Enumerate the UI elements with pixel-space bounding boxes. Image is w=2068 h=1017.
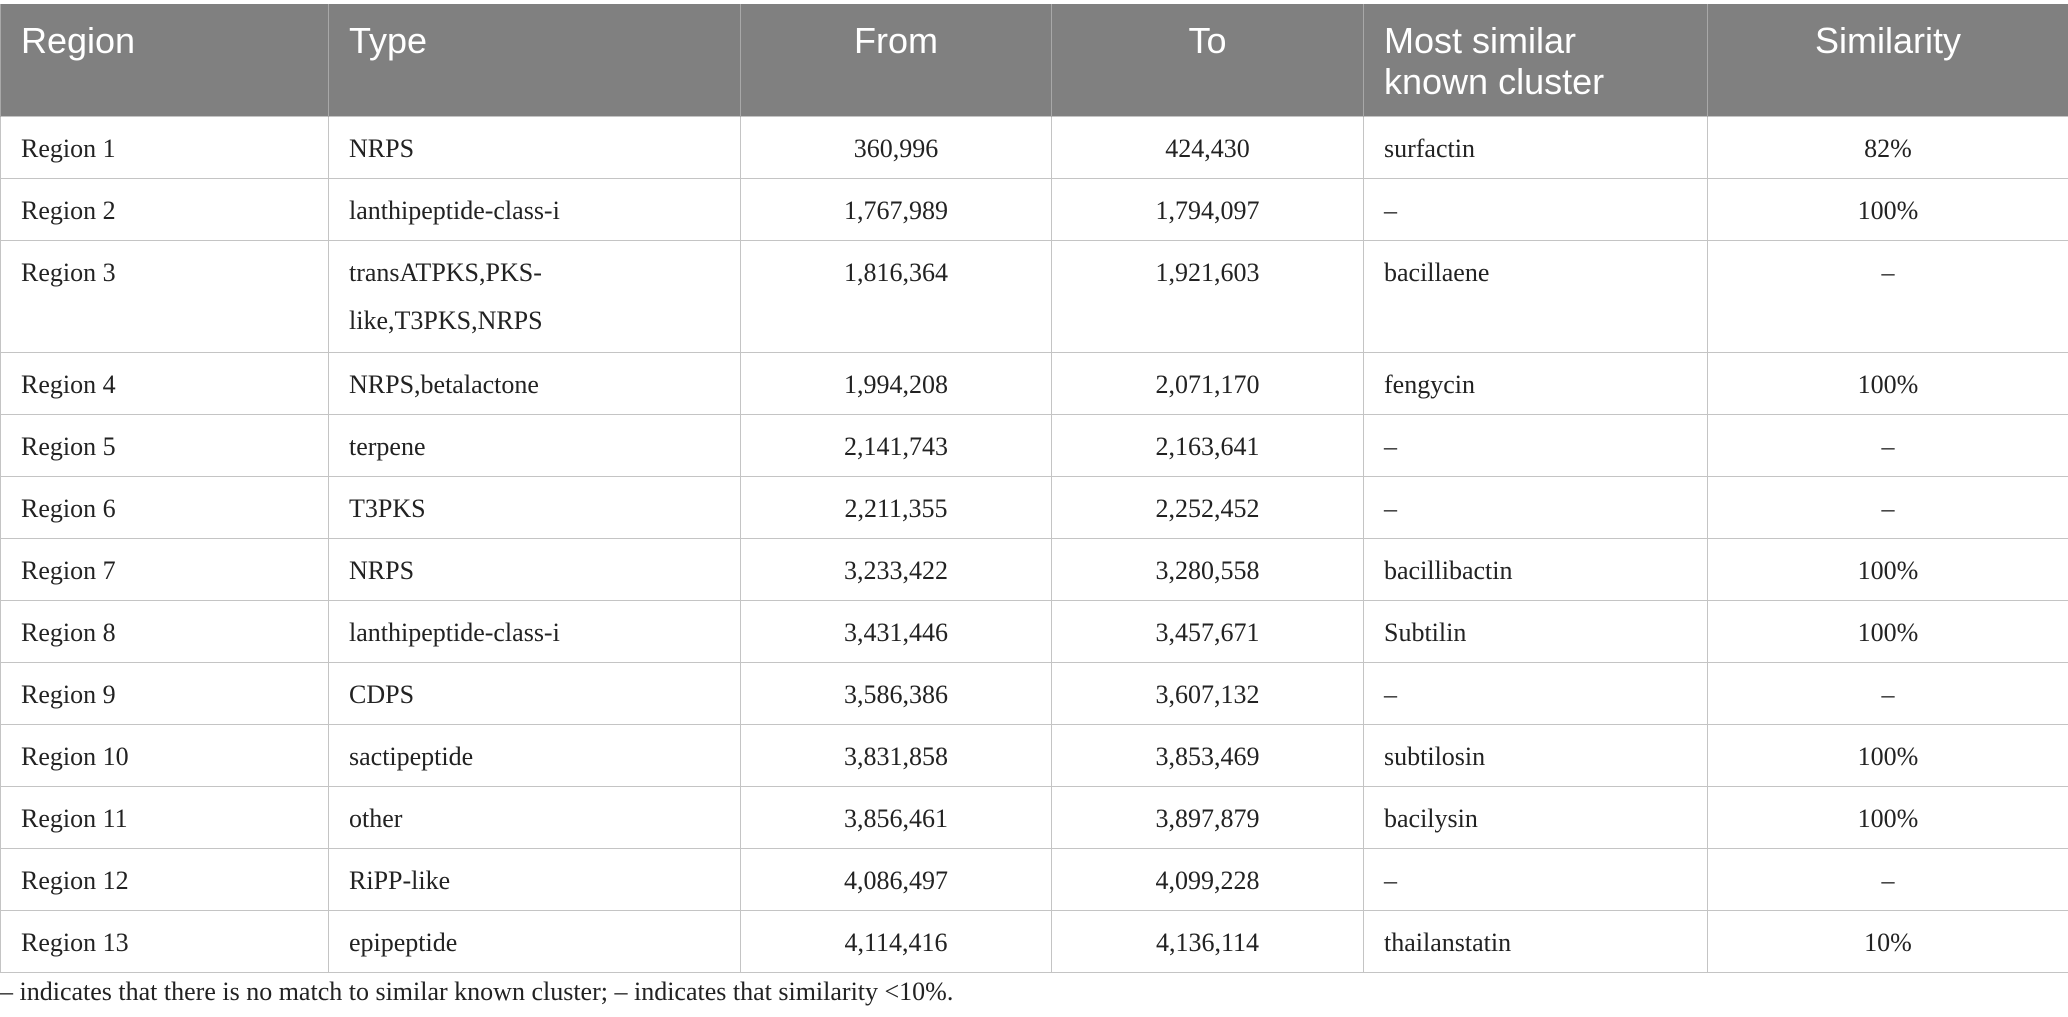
cell-type: transATPKS,PKS-like,T3PKS,NRPS bbox=[329, 241, 741, 353]
cell-most-similar-cluster: – bbox=[1364, 477, 1708, 539]
cell-type: NRPS bbox=[329, 539, 741, 601]
cell-type: terpene bbox=[329, 415, 741, 477]
cell-most-similar-cluster: Subtilin bbox=[1364, 601, 1708, 663]
cell-type: CDPS bbox=[329, 663, 741, 725]
cell-type: lanthipeptide-class-i bbox=[329, 179, 741, 241]
header-region: Region bbox=[1, 4, 329, 117]
cell-from: 4,086,497 bbox=[741, 849, 1052, 911]
cell-most-similar-cluster: bacilysin bbox=[1364, 787, 1708, 849]
header-from: From bbox=[741, 4, 1052, 117]
table-row bbox=[1, 241, 2068, 353]
header-to: To bbox=[1052, 4, 1364, 117]
table-body bbox=[1, 117, 2068, 973]
cell-region: Region 8 bbox=[1, 601, 329, 663]
cell-most-similar-cluster: thailanstatin bbox=[1364, 911, 1708, 973]
cell-from: 3,431,446 bbox=[741, 601, 1052, 663]
cell-region: Region 2 bbox=[1, 179, 329, 241]
cell-from: 1,994,208 bbox=[741, 353, 1052, 415]
cell-similarity: 100% bbox=[1708, 353, 2068, 415]
table-row bbox=[1, 353, 2068, 415]
cell-region: Region 9 bbox=[1, 663, 329, 725]
table-row bbox=[1, 787, 2068, 849]
cell-to: 3,280,558 bbox=[1052, 539, 1364, 601]
cell-similarity: – bbox=[1708, 477, 2068, 539]
table-footnote: – indicates that there is no match to similar known cluster; – indicates that similarity <10%. bbox=[0, 977, 954, 1006]
cell-similarity: – bbox=[1708, 849, 2068, 911]
header-type: Type bbox=[329, 4, 741, 117]
cell-region: Region 10 bbox=[1, 725, 329, 787]
table-row bbox=[1, 477, 2068, 539]
cell-from: 2,141,743 bbox=[741, 415, 1052, 477]
table-row bbox=[1, 849, 2068, 911]
header-most-similar-known-cluster: Most similar known cluster bbox=[1364, 4, 1708, 117]
table-row bbox=[1, 415, 2068, 477]
cell-similarity: 100% bbox=[1708, 601, 2068, 663]
cell-to: 3,897,879 bbox=[1052, 787, 1364, 849]
cell-from: 3,233,422 bbox=[741, 539, 1052, 601]
cell-region: Region 4 bbox=[1, 353, 329, 415]
cell-similarity: – bbox=[1708, 663, 2068, 725]
cell-region: Region 3 bbox=[1, 241, 329, 353]
cell-to: 4,136,114 bbox=[1052, 911, 1364, 973]
cell-to: 2,163,641 bbox=[1052, 415, 1364, 477]
cell-region: Region 6 bbox=[1, 477, 329, 539]
cell-similarity: 100% bbox=[1708, 539, 2068, 601]
cell-region: Region 1 bbox=[1, 117, 329, 179]
table-row bbox=[1, 725, 2068, 787]
cell-similarity: 82% bbox=[1708, 117, 2068, 179]
cell-type: epipeptide bbox=[329, 911, 741, 973]
cell-to: 3,853,469 bbox=[1052, 725, 1364, 787]
table-row bbox=[1, 539, 2068, 601]
cell-region: Region 5 bbox=[1, 415, 329, 477]
cell-from: 1,767,989 bbox=[741, 179, 1052, 241]
cell-type: NRPS,betalactone bbox=[329, 353, 741, 415]
cell-from: 3,831,858 bbox=[741, 725, 1052, 787]
cell-to: 2,252,452 bbox=[1052, 477, 1364, 539]
cell-most-similar-cluster: fengycin bbox=[1364, 353, 1708, 415]
cell-region: Region 12 bbox=[1, 849, 329, 911]
cell-region: Region 7 bbox=[1, 539, 329, 601]
cell-similarity: – bbox=[1708, 241, 2068, 353]
table-row bbox=[1, 663, 2068, 725]
results-table-container bbox=[0, 4, 2068, 973]
cell-from: 3,586,386 bbox=[741, 663, 1052, 725]
cell-to: 4,099,228 bbox=[1052, 849, 1364, 911]
table-row bbox=[1, 117, 2068, 179]
header-similarity: Similarity bbox=[1708, 4, 2068, 117]
cell-type: NRPS bbox=[329, 117, 741, 179]
cell-type: other bbox=[329, 787, 741, 849]
table-row bbox=[1, 601, 2068, 663]
cell-similarity: 10% bbox=[1708, 911, 2068, 973]
biosynthetic-gene-cluster-table bbox=[0, 4, 2068, 973]
cell-type: T3PKS bbox=[329, 477, 741, 539]
cell-to: 1,921,603 bbox=[1052, 241, 1364, 353]
table-row bbox=[1, 179, 2068, 241]
cell-type: lanthipeptide-class-i bbox=[329, 601, 741, 663]
table-header bbox=[1, 4, 2068, 117]
cell-similarity: 100% bbox=[1708, 787, 2068, 849]
cell-from: 1,816,364 bbox=[741, 241, 1052, 353]
cell-to: 3,457,671 bbox=[1052, 601, 1364, 663]
cell-most-similar-cluster: – bbox=[1364, 179, 1708, 241]
cell-type: sactipeptide bbox=[329, 725, 741, 787]
cell-similarity: 100% bbox=[1708, 725, 2068, 787]
cell-to: 2,071,170 bbox=[1052, 353, 1364, 415]
cell-most-similar-cluster: – bbox=[1364, 849, 1708, 911]
cell-to: 424,430 bbox=[1052, 117, 1364, 179]
cell-from: 3,856,461 bbox=[741, 787, 1052, 849]
cell-to: 1,794,097 bbox=[1052, 179, 1364, 241]
cell-most-similar-cluster: surfactin bbox=[1364, 117, 1708, 179]
cell-most-similar-cluster: – bbox=[1364, 415, 1708, 477]
cell-similarity: – bbox=[1708, 415, 2068, 477]
cell-similarity: 100% bbox=[1708, 179, 2068, 241]
cell-region: Region 11 bbox=[1, 787, 329, 849]
cell-most-similar-cluster: bacillaene bbox=[1364, 241, 1708, 353]
cell-to: 3,607,132 bbox=[1052, 663, 1364, 725]
cell-region: Region 13 bbox=[1, 911, 329, 973]
header-row bbox=[1, 4, 2068, 117]
cell-from: 2,211,355 bbox=[741, 477, 1052, 539]
cell-most-similar-cluster: bacillibactin bbox=[1364, 539, 1708, 601]
cell-most-similar-cluster: – bbox=[1364, 663, 1708, 725]
table-row bbox=[1, 911, 2068, 973]
cell-most-similar-cluster: subtilosin bbox=[1364, 725, 1708, 787]
cell-type: RiPP-like bbox=[329, 849, 741, 911]
cell-from: 360,996 bbox=[741, 117, 1052, 179]
cell-from: 4,114,416 bbox=[741, 911, 1052, 973]
